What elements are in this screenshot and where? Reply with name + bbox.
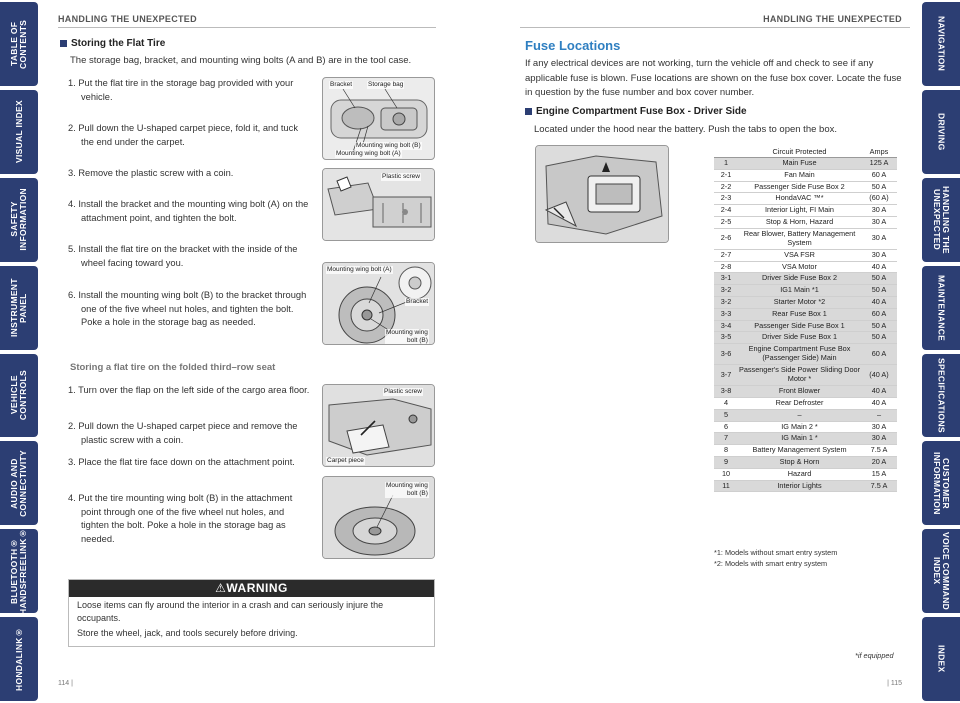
fuse-row (714, 344, 897, 365)
tab-audio-connectivity[interactable]: AUDIO AND CONNECTIVITY (0, 441, 38, 525)
bolt-a-label: Mounting wing bolt (A) (336, 150, 401, 157)
fuse-row (714, 445, 897, 457)
fuse-row (714, 308, 897, 320)
if-equipped-note: *if equipped (855, 651, 894, 660)
fuse-circuit: Passenger Side Fuse Box 2 (738, 181, 861, 193)
fuse-amps: 7.5 A (861, 480, 897, 492)
bolt-b-label: Mounting wing bolt (B) (356, 142, 421, 149)
right-page-number: | 115 (887, 680, 902, 687)
fuse-amps: 50 A (861, 285, 897, 297)
footnote-2: *2: Models with smart entry system (714, 559, 828, 568)
fuse-row (714, 433, 897, 445)
tab-hondalink[interactable]: HONDALINK® (0, 617, 38, 701)
fuse-number: 3-6 (714, 344, 738, 365)
fuse-number: 5 (714, 409, 738, 421)
fuse-amps: – (861, 409, 897, 421)
tire-in-cargo-illustration (322, 476, 435, 559)
fuse-amps: 30 A (861, 433, 897, 445)
fuse-amps: 30 A (861, 205, 897, 217)
fuse-amps: 20 A (861, 456, 897, 468)
engine-fuse-box-text: Located under the hood near the battery. Push the tabs to open the box. (534, 124, 837, 135)
fuse-number: 3-5 (714, 332, 738, 344)
fuse-circuit: – (738, 409, 861, 421)
fuse-number: 2-6 (714, 228, 738, 249)
right-section-tabs (922, 0, 960, 703)
fuse-table-body (714, 158, 897, 492)
fuse-amps: 15 A (861, 468, 897, 480)
fuse-number: 2-7 (714, 249, 738, 261)
fuse-circuit: Engine Compartment Fuse Box (Passenger Side) Main (738, 344, 861, 365)
header-amps: Amps (861, 146, 897, 158)
fuse-circuit: Battery Management System (738, 445, 861, 457)
header-no (714, 146, 738, 158)
fuse-row (714, 216, 897, 228)
fuse-number: 2-2 (714, 181, 738, 193)
tab-visual-index[interactable]: VISUAL INDEX (0, 90, 38, 174)
tab-bluetooth-handsfreelink[interactable]: BLUETOOTH® HANDSFREELINK® (0, 529, 38, 613)
fuse-row (714, 261, 897, 273)
fuse-circuit: Stop & Horn (738, 456, 861, 468)
fuse-amps: (40 A) (861, 365, 897, 386)
fuse-amps: 50 A (861, 332, 897, 344)
fuse-circuit: Front Blower (738, 386, 861, 398)
bracket-label: Bracket (330, 81, 353, 88)
fuse-number: 3-2 (714, 285, 738, 297)
tab-table-of-contents[interactable]: TABLE OF CONTENTS (0, 2, 38, 86)
fuse-number: 1 (714, 158, 738, 170)
engine-bay-drawing (536, 146, 669, 243)
carpet-piece-drawing (323, 385, 435, 467)
fuse-number: 3-8 (714, 386, 738, 398)
fuse-intro: If any electrical devices are not working, turn the vehicle off and check to see if any applicable fuse is blown. Fuse locations are shown on the fuse box cover. Locate the fuse in question by the fuse number and box cover number. (525, 58, 902, 98)
row-step-2: 2. Pull down the U-shaped carpet piece and remove the plastic screw with a coin. (68, 421, 298, 445)
tab-safety-information[interactable]: SAFETY INFORMATION (0, 178, 38, 262)
bolt-b-label-2: Mounting wing bolt (B) (386, 329, 428, 344)
fuse-amps: 125 A (861, 158, 897, 170)
plastic-screw-label-2: Plastic screw (384, 388, 422, 395)
right-header-rule (520, 27, 910, 28)
fuse-amps: 60 A (861, 308, 897, 320)
fuse-circuit: Passenger's Side Power Sliding Door Motor * (738, 365, 861, 386)
fuse-amps: 30 A (861, 249, 897, 261)
fuse-number: 9 (714, 456, 738, 468)
fuse-number: 3-1 (714, 273, 738, 285)
fuse-circuit: Driver Side Fuse Box 2 (738, 273, 861, 285)
tab-voice-command-index[interactable]: VOICE COMMAND INDEX (922, 529, 960, 613)
step-4: 4. Install the bracket and the mounting wing bolt (A) on the attachment point, and tighten the bolt. (68, 199, 309, 223)
fuse-row (714, 365, 897, 386)
left-page-number: 114 | (58, 680, 73, 687)
fuse-row (714, 158, 897, 170)
bolt-a-label-2: Mounting wing bolt (A) (327, 266, 392, 273)
carpet-piece-label: Carpet piece (327, 457, 364, 464)
right-running-head: HANDLING THE UNEXPECTED (763, 14, 902, 24)
bolt-b-label-3: Mounting wing bolt (B) (386, 482, 428, 497)
fuse-row (714, 296, 897, 308)
fuse-circuit: Passenger Side Fuse Box 1 (738, 320, 861, 332)
fuse-amps: 40 A (861, 261, 897, 273)
fuse-table-header (714, 146, 897, 158)
left-running-head: HANDLING THE UNEXPECTED (58, 14, 197, 24)
tab-customer-information[interactable]: CUSTOMER INFORMATION (922, 441, 960, 525)
fuse-amps: 40 A (861, 386, 897, 398)
fuse-number: 8 (714, 445, 738, 457)
fuse-amps: 50 A (861, 181, 897, 193)
fuse-amps: 40 A (861, 296, 897, 308)
section-square-icon-2 (525, 108, 532, 115)
fuse-number: 2-5 (714, 216, 738, 228)
fuse-circuit: Driver Side Fuse Box 1 (738, 332, 861, 344)
tab-maintenance[interactable]: MAINTENANCE (922, 266, 960, 350)
fuse-row (714, 181, 897, 193)
fuse-row (714, 480, 897, 492)
fuse-locations-title: Fuse Locations (525, 38, 621, 53)
fuse-circuit: Rear Blower, Battery Management System (738, 228, 861, 249)
fuse-number: 3-7 (714, 365, 738, 386)
fuse-circuit: Interior Light, FI Main (738, 205, 861, 217)
fuse-row (714, 169, 897, 181)
step-2: 2. Pull down the U-shaped carpet piece, fold it, and tuck the end under the carpet. (68, 123, 298, 147)
fuse-amps: (60 A) (861, 193, 897, 205)
fuse-row (714, 397, 897, 409)
fuse-number: 3-3 (714, 308, 738, 320)
step-6: 6. Install the mounting wing bolt (B) to the bracket through one of the five wheel nut holes, and tighten the bolt. Poke a hole in the storage bag as needed. (68, 290, 307, 327)
fuse-amps: 50 A (861, 320, 897, 332)
fuse-circuit: Main Fuse (738, 158, 861, 170)
warning-triangle-icon: ⚠ (215, 581, 227, 595)
tab-vehicle-controls[interactable]: VEHICLE CONTROLS (0, 354, 38, 438)
tab-navigation[interactable]: NAVIGATION (922, 2, 960, 86)
fuse-circuit: Starter Motor *2 (738, 296, 861, 308)
fuse-row (714, 249, 897, 261)
tab-driving[interactable]: DRIVING (922, 90, 960, 174)
tire-mount-illustration (322, 262, 435, 345)
section-square-icon (60, 40, 67, 47)
fuse-circuit: Hazard (738, 468, 861, 480)
fuse-amps: 60 A (861, 344, 897, 365)
fuse-number: 2-1 (714, 169, 738, 181)
engine-fuse-box-heading: Engine Compartment Fuse Box - Driver Side (525, 106, 747, 117)
fuse-number: 2-8 (714, 261, 738, 273)
fuse-amps: 60 A (861, 169, 897, 181)
fuse-row (714, 332, 897, 344)
left-section-tabs (0, 0, 38, 703)
carpet-piece-illustration (322, 384, 435, 467)
fuse-circuit: VSA Motor (738, 261, 861, 273)
fuse-circuit: Rear Defroster (738, 397, 861, 409)
fuse-number: 11 (714, 480, 738, 492)
fuse-row (714, 228, 897, 249)
storage-bag-illustration (322, 77, 435, 160)
step-5: 5. Install the flat tire on the bracket with the inside of the wheel facing toward you. (68, 244, 298, 268)
fuse-row (714, 205, 897, 217)
step-3: 3. Remove the plastic screw with a coin. (68, 168, 234, 178)
row-step-3: 3. Place the flat tire face down on the attachment point. (68, 457, 295, 467)
step-1: 1. Put the flat tire in the storage bag provided with your vehicle. (68, 78, 294, 102)
row-step-4: 4. Put the tire mounting wing bolt (B) in the attachment point through one of the five wheel nut holes, and tighten the bolt. Poke a hole in the storage bag as needed. (68, 493, 293, 544)
fuse-circuit: Interior Lights (738, 480, 861, 492)
fuse-amps: 40 A (861, 397, 897, 409)
storing-flat-tire-heading: Storing the Flat Tire (60, 38, 165, 49)
fuse-circuit: HondaVAC ™* (738, 193, 861, 205)
engine-fuse-box-illustration (535, 145, 669, 243)
folded-third-row-subheading: Storing a flat tire on the folded third–row seat (70, 362, 276, 373)
warning-line-2: Store the wheel, jack, and tools securely before driving. (77, 628, 298, 638)
row-step-1: 1. Turn over the flap on the left side of the cargo area floor. (68, 385, 310, 395)
storing-intro: The storage bag, bracket, and mounting wing bolts (A and B) are in the tool case. (70, 55, 412, 66)
fuse-row (714, 285, 897, 297)
left-header-rule (58, 27, 436, 28)
fuse-circuit: IG Main 1 * (738, 433, 861, 445)
fuse-amps: 30 A (861, 216, 897, 228)
fuse-circuit: VSA FSR (738, 249, 861, 261)
fuse-number: 7 (714, 433, 738, 445)
fuse-row (714, 421, 897, 433)
plastic-screw-label: Plastic screw (382, 173, 420, 180)
fuse-number: 2-3 (714, 193, 738, 205)
fuse-row (714, 468, 897, 480)
tab-instrument-panel[interactable]: INSTRUMENT PANEL (0, 266, 38, 350)
tab-handling-the-unexpected[interactable]: HANDLING THE UNEXPECTED (922, 178, 960, 262)
fuse-number: 2-4 (714, 205, 738, 217)
bracket-label-2: Bracket (406, 298, 429, 305)
tab-index[interactable]: INDEX (922, 617, 960, 701)
plastic-screw-illustration (322, 168, 435, 241)
fuse-number: 4 (714, 397, 738, 409)
fuse-circuit: IG Main 2 * (738, 421, 861, 433)
storage-bag-label: Storage bag (368, 81, 404, 88)
fuse-number: 6 (714, 421, 738, 433)
fuse-amps: 30 A (861, 228, 897, 249)
header-circuit: Circuit Protected (738, 146, 861, 158)
fuse-number: 10 (714, 468, 738, 480)
fuse-amps: 30 A (861, 421, 897, 433)
fuse-circuit: Fan Main (738, 169, 861, 181)
fuse-row (714, 409, 897, 421)
fuse-row (714, 193, 897, 205)
fuse-row (714, 320, 897, 332)
warning-bar: ⚠WARNING (69, 580, 434, 597)
fuse-amps: 50 A (861, 273, 897, 285)
fuse-row (714, 273, 897, 285)
fuse-row (714, 386, 897, 398)
fuse-row (714, 456, 897, 468)
fuse-table (714, 146, 897, 492)
warning-line-1: Loose items can fly around the interior in a crash and can seriously injure the occupants. (77, 600, 384, 623)
fuse-circuit: Stop & Horn, Hazard (738, 216, 861, 228)
tab-specifications[interactable]: SPECIFICATIONS (922, 354, 960, 438)
fuse-number: 3-4 (714, 320, 738, 332)
fuse-circuit: IG1 Main *1 (738, 285, 861, 297)
warning-box (68, 579, 435, 647)
fuse-amps: 7.5 A (861, 445, 897, 457)
footnote-1: *1: Models without smart entry system (714, 548, 838, 557)
fuse-number: 3-2 (714, 296, 738, 308)
fuse-circuit: Rear Fuse Box 1 (738, 308, 861, 320)
